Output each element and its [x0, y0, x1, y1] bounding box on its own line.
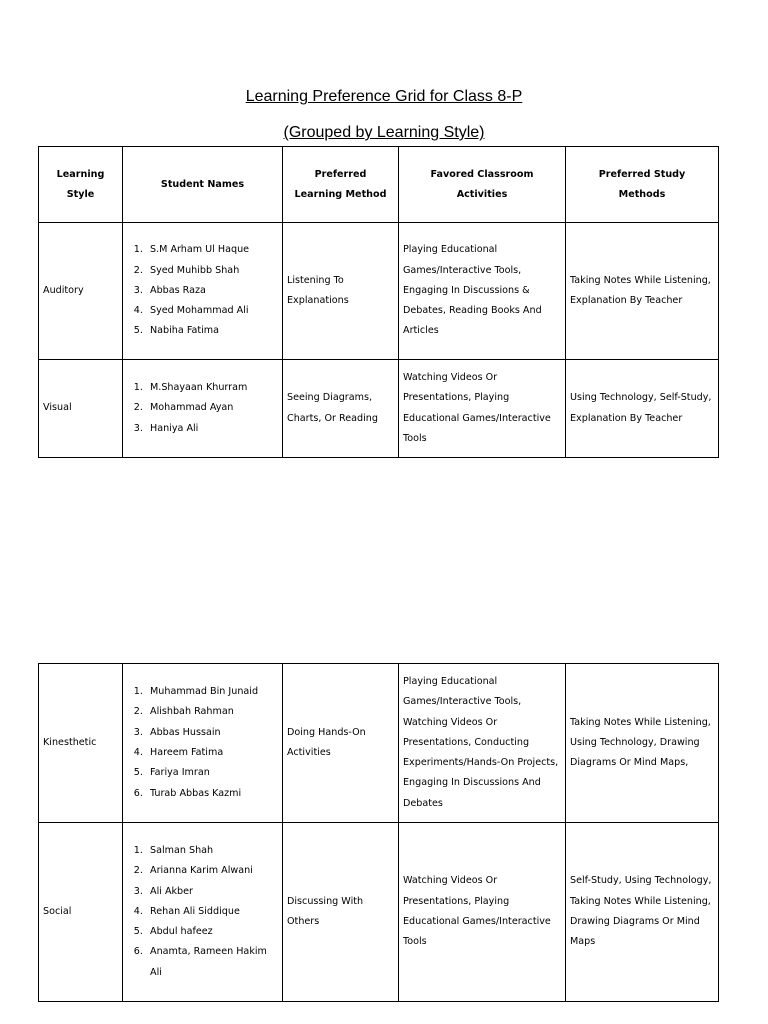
- learning-style-cell: Auditory: [39, 223, 123, 360]
- header-preferred-learning-method: Preferred Learning Method: [283, 147, 399, 223]
- student-name: 1. Salman Shah: [146, 841, 278, 861]
- document-title: Learning Preference Grid for Class 8-P: [245, 88, 523, 105]
- student-names-list: [127, 841, 278, 983]
- header-favored-classroom-activities: Favored Classroom Activities: [399, 147, 566, 223]
- student-name: 1. Muhammad Bin Junaid: [146, 682, 278, 702]
- learning-method-cell: Discussing With Others: [283, 823, 399, 1002]
- learning-style-cell: Visual: [39, 360, 123, 458]
- student-name: 2. Syed Muhibb Shah: [146, 261, 278, 281]
- learning-style-cell: Kinesthetic: [39, 664, 123, 823]
- table-row: [39, 223, 719, 360]
- document-subtitle: (Grouped by Learning Style): [283, 124, 485, 141]
- student-name: 6. Anamta, Rameen Hakim Ali: [146, 942, 278, 983]
- study-methods-cell: Using Technology, Self-Study, Explanation By Teacher: [566, 360, 719, 458]
- header-preferred-study-methods: Preferred Study Methods: [566, 147, 719, 223]
- header-student-names: Student Names: [123, 147, 283, 223]
- table-row: [39, 823, 719, 1002]
- student-names-cell: [123, 360, 283, 458]
- student-name: 4. Syed Mohammad Ali: [146, 301, 278, 321]
- classroom-activities-cell: Watching Videos Or Presentations, Playing Educational Games/Interactive Tools: [399, 823, 566, 1002]
- student-name: 5. Abdul hafeez: [146, 922, 278, 942]
- student-name: 3. Abbas Hussain: [146, 723, 278, 743]
- student-name: 1. M.Shayaan Khurram: [146, 378, 278, 398]
- student-name: 2. Arianna Karim Alwani: [146, 861, 278, 881]
- table-header-row: [39, 147, 719, 223]
- table-row: [39, 360, 719, 458]
- student-name: 2. Mohammad Ayan: [146, 398, 278, 418]
- student-name: 5. Fariya Imran: [146, 763, 278, 783]
- header-learning-style: Learning Style: [39, 147, 123, 223]
- learning-method-cell: Listening To Explanations: [283, 223, 399, 360]
- study-methods-cell: Self-Study, Using Technology, Taking Notes While Listening, Drawing Diagrams Or Mind Maps: [566, 823, 719, 1002]
- learning-method-cell: Seeing Diagrams, Charts, Or Reading: [283, 360, 399, 458]
- learning-preference-table-bottom: [38, 663, 719, 1002]
- student-name: 3. Abbas Raza: [146, 281, 278, 301]
- study-methods-cell: Taking Notes While Listening, Using Technology, Drawing Diagrams Or Mind Maps,: [566, 664, 719, 823]
- student-name: 2. Alishbah Rahman: [146, 702, 278, 722]
- learning-preference-table-top: [38, 146, 719, 458]
- student-name: 4. Rehan Ali Siddique: [146, 902, 278, 922]
- student-names-list: [127, 378, 278, 439]
- study-methods-cell: Taking Notes While Listening, Explanation By Teacher: [566, 223, 719, 360]
- student-name: 5. Nabiha Fatima: [146, 321, 278, 341]
- student-names-list: [127, 682, 278, 804]
- classroom-activities-cell: Playing Educational Games/Interactive Tools, Engaging In Discussions & Debates, Reading Books And Articles: [399, 223, 566, 360]
- student-name: 3. Haniya Ali: [146, 419, 278, 439]
- student-name: 6. Turab Abbas Kazmi: [146, 784, 278, 804]
- student-names-list: [127, 240, 278, 341]
- classroom-activities-cell: Playing Educational Games/Interactive Tools, Watching Videos Or Presentations, Conducting Experiments/Hands-On Projects, Engaging In Discussions And Debates: [399, 664, 566, 823]
- student-name: 3. Ali Akber: [146, 882, 278, 902]
- table-row: [39, 664, 719, 823]
- learning-style-cell: Social: [39, 823, 123, 1002]
- classroom-activities-cell: Watching Videos Or Presentations, Playing Educational Games/Interactive Tools: [399, 360, 566, 458]
- student-name: 1. S.M Arham Ul Haque: [146, 240, 278, 260]
- student-names-cell: [123, 223, 283, 360]
- learning-method-cell: Doing Hands-On Activities: [283, 664, 399, 823]
- student-names-cell: [123, 664, 283, 823]
- student-names-cell: [123, 823, 283, 1002]
- student-name: 4. Hareem Fatima: [146, 743, 278, 763]
